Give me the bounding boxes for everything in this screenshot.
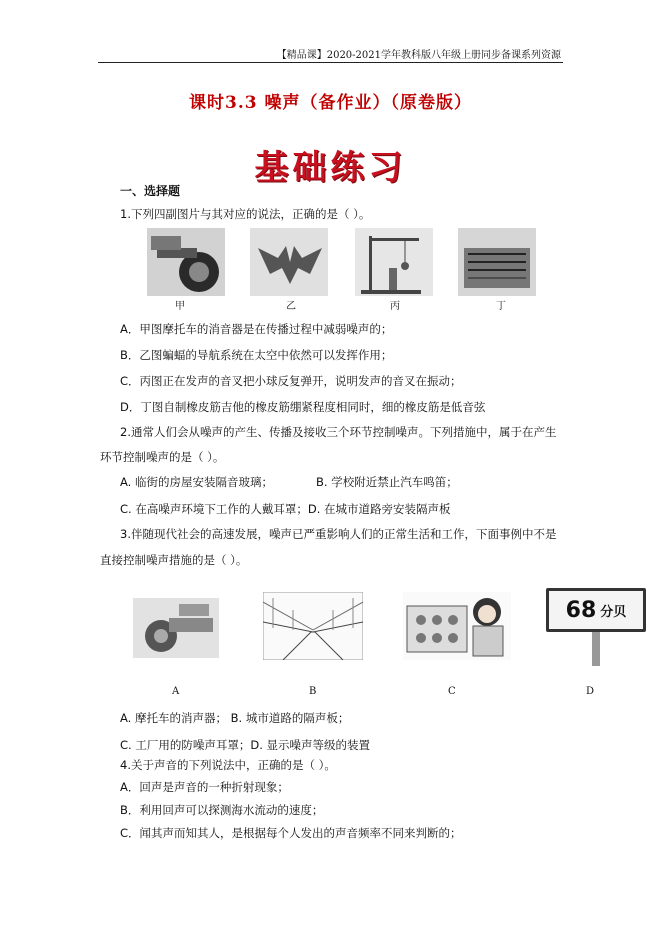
page-title: 课时3.3 噪声（备作业）（原卷版） [189,93,472,113]
sign-pole [592,632,600,666]
q3-option-ab: A. 摩托车的消声器； B. 城市道路的隔声板； [120,711,350,725]
decibel-unit: 分贝 [600,604,627,620]
section-banner: 基础练习 [254,148,407,188]
decibel-display-sign [546,588,646,632]
section-heading: 一、选择题 [120,184,181,198]
header-rule [98,62,563,63]
motorcycle-image [147,228,225,308]
q3-label-a: A [172,686,180,697]
q4-stem: 4.关于声音的下列说法中，正确的是（ ）。 [120,758,336,772]
q1-option-d: D．丁图自制橡皮筋吉他的橡皮筋绷紧程度相同时，细的橡皮筋是低音弦 [120,400,486,414]
q3-option-cd: C. 工厂用的防噪声耳罩；D. 显示噪声等级的装置 [120,738,371,752]
q3-stem-line1: 3.伴随现代社会的高速发展，噪声已严重影响人们的正常生活和工作，下面事例中不是 [120,527,557,541]
q4-option-a: A．回声是声音的一种折射现象； [120,780,289,794]
q2-option-cd: C. 在高噪声环境下工作的人戴耳罩；D. 在城市道路旁安装隔声板 [120,502,451,516]
q1-stem: 1.下列四副图片与其对应的说法，正确的是（ ）。 [120,207,371,221]
rubber-band-guitar-image [458,228,536,298]
q2-stem-line2: 环节控制噪声的是（ ）。 [100,450,225,464]
q2-stem-line1: 2.通常人们会从噪声的产生、传播及接收三个环节控制噪声。下列措施中，属于在产生 [120,425,557,439]
q1-label-bing: 丙 [390,301,400,312]
q1-label-jia: 甲 [175,301,185,312]
q2-option-b: B. 学校附近禁止汽车鸣笛； [316,475,458,489]
q3-motorcycle-image [133,598,219,658]
q1-label-ding: 丁 [496,301,506,312]
bat-image [250,228,328,298]
q3-label-c: C [448,686,456,697]
q1-option-b: B．乙图蝙蝠的导航系统在太空中依然可以发挥作用； [120,348,393,362]
q1-label-yi: 乙 [286,301,296,312]
q2-option-a: A. 临街的房屋安装隔音玻璃； [120,475,273,489]
road-noise-barrier-image [263,592,363,660]
q1-option-c: C．丙图正在发声的音叉把小球反复弹开，说明发声的音叉在振动； [120,374,462,388]
page-header: 【精品课】2020-2021学年教科版八年级上册同步备课系列资源 [276,50,561,61]
q4-option-b: B．利用回声可以探测海水流动的速度； [120,803,324,817]
factory-earmuffs-image [403,592,511,660]
q4-option-c: C．闻其声而知其人，是根据每个人发出的声音频率不同来判断的； [120,826,462,840]
q3-stem-line2: 直接控制噪声措施的是（ ）。 [100,553,248,567]
q3-label-b: B [309,686,317,697]
q1-option-a: A．甲图摩托车的消音器是在传播过程中减弱噪声的； [120,322,393,336]
q3-label-d: D [586,686,595,697]
decibel-value: 68 [565,597,597,623]
tuning-fork-image [355,228,433,298]
